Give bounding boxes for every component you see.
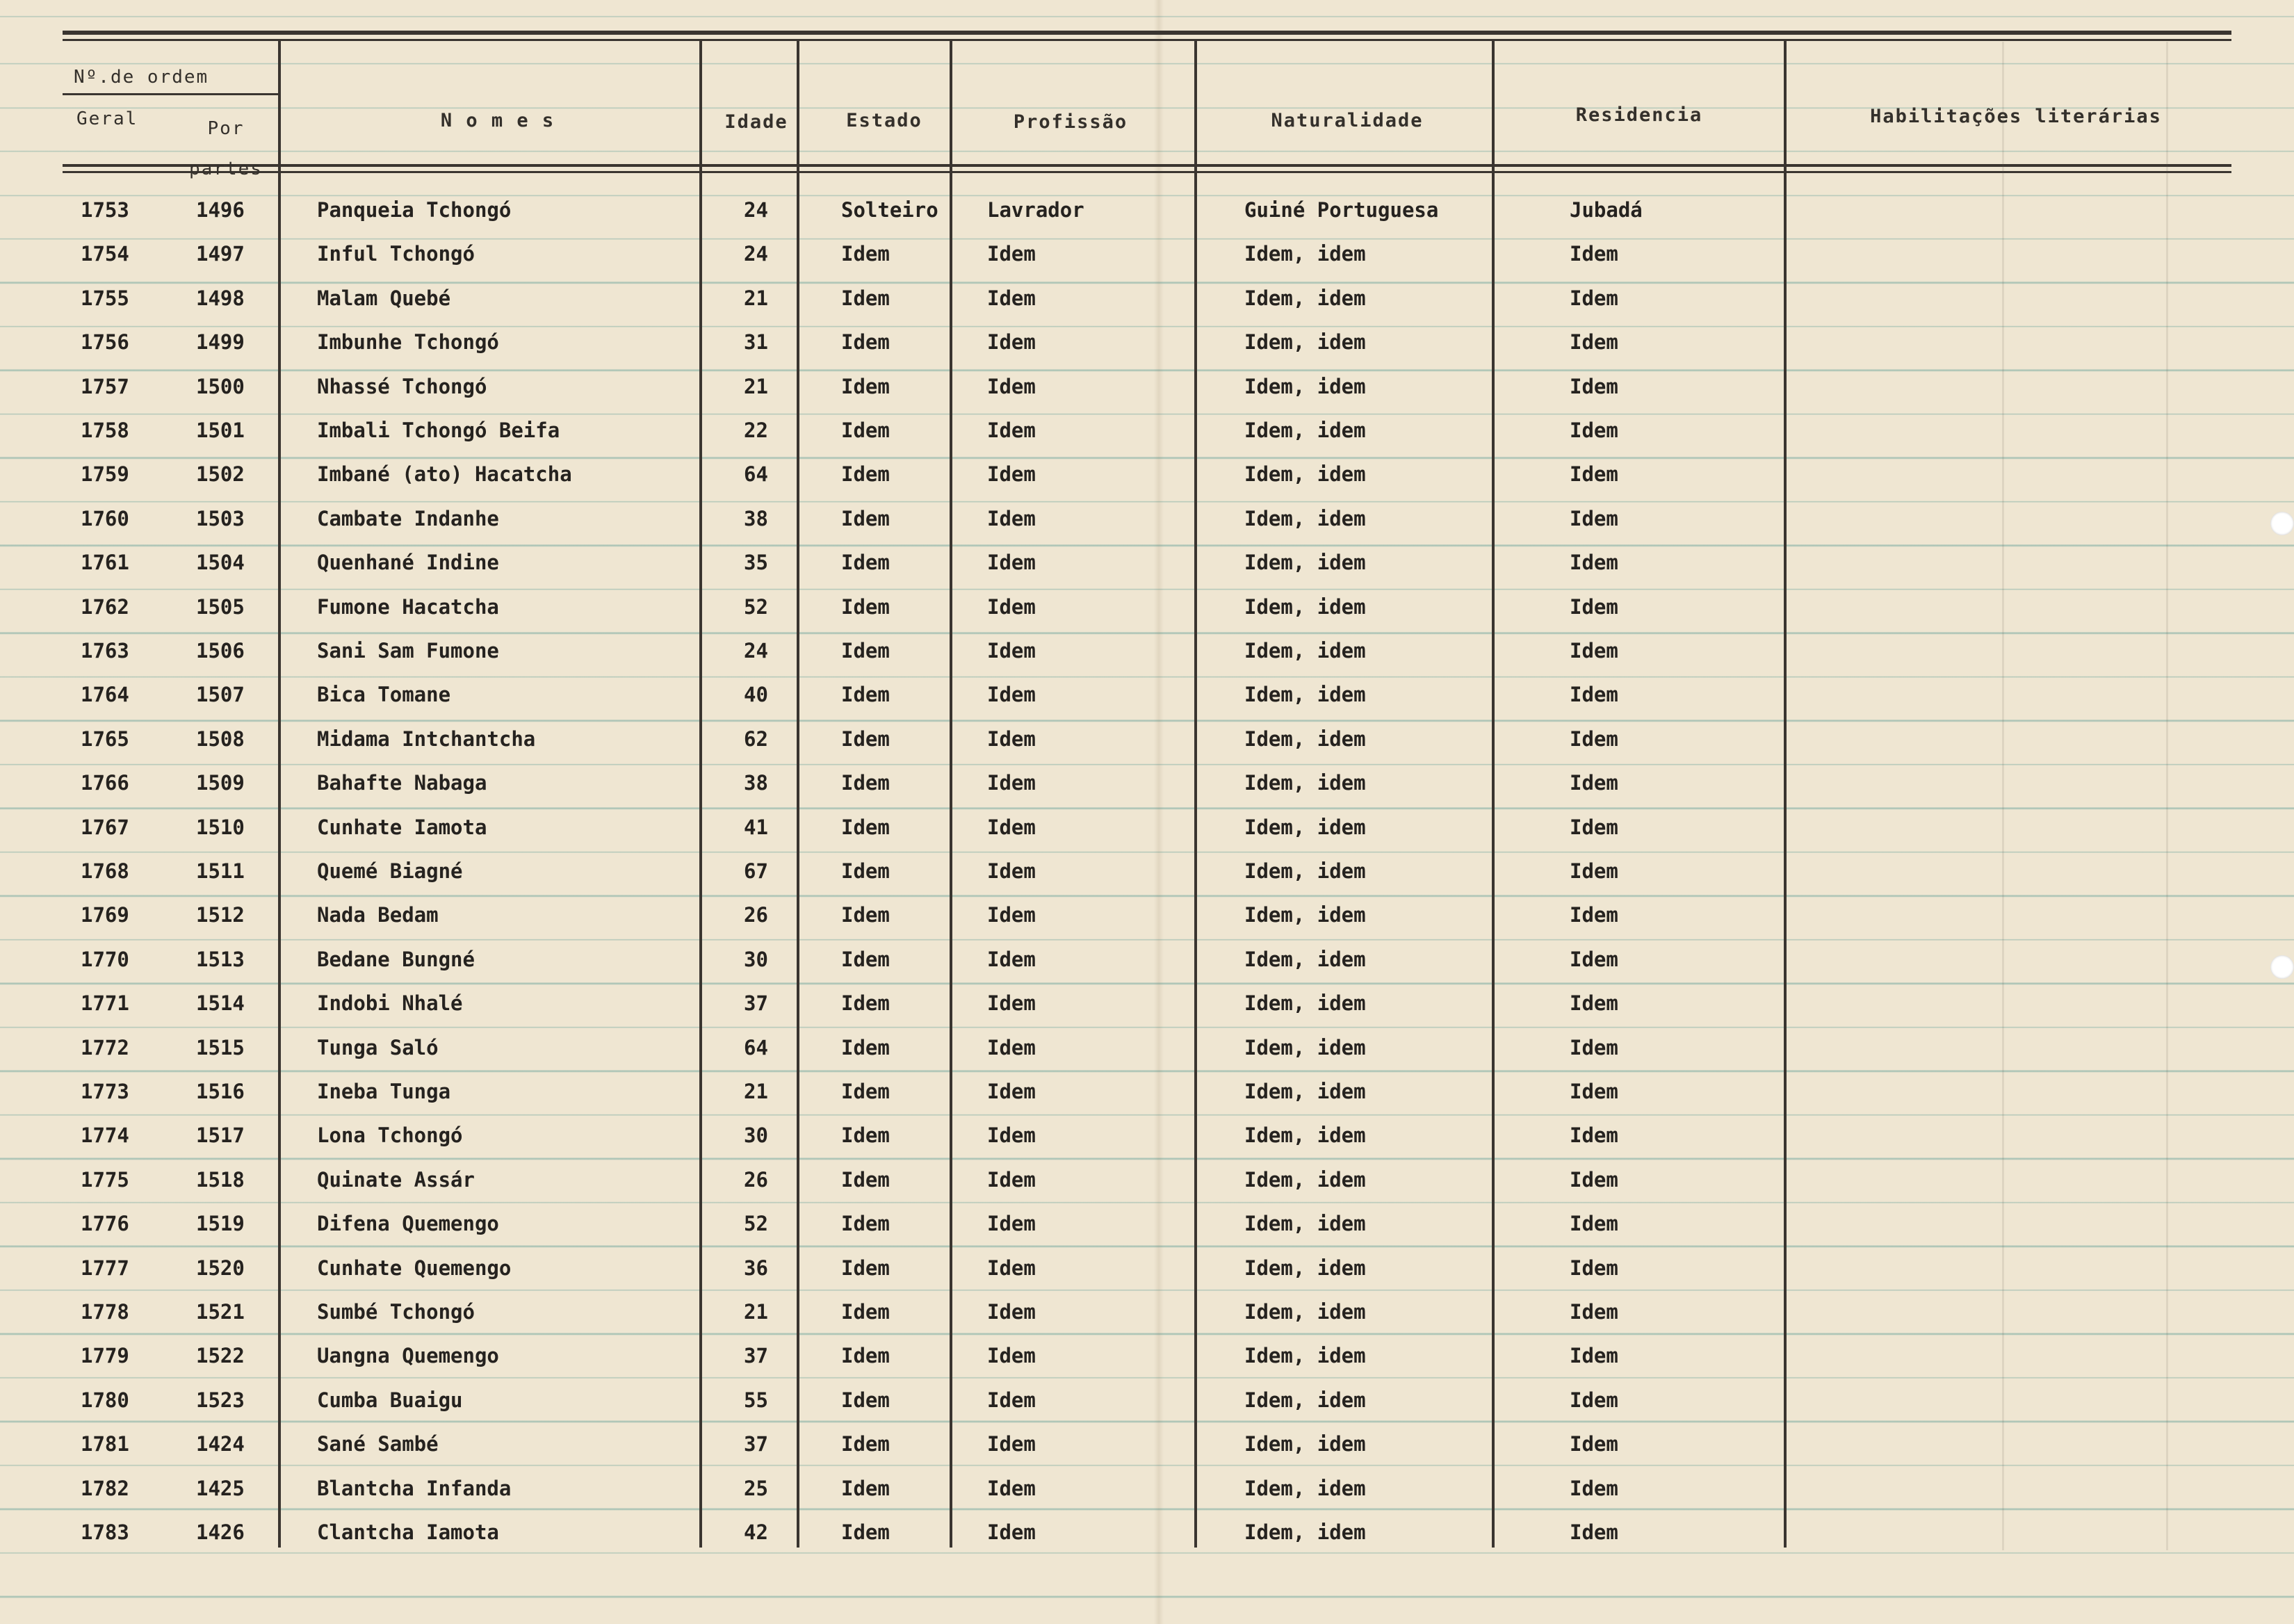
cell-profissao: Idem [987,1432,1036,1456]
header-residencia: Residencia [1575,104,1703,126]
cell-profissao: Idem [987,506,1036,530]
cell-estado: Idem [841,1520,890,1544]
cell-por-partes: 1512 [196,903,245,927]
cell-naturalidade: Idem, idem [1244,771,1366,795]
cell-profissao: Idem [987,1035,1036,1059]
cell-estado: Idem [841,1344,890,1368]
cell-idade: 21 [744,1300,768,1324]
cell-naturalidade: Guiné Portuguesa [1244,198,1439,222]
cell-estado: Idem [841,639,890,663]
cell-residencia: Jubadá [1570,198,1643,222]
cell-estado: Idem [841,1256,890,1280]
cell-naturalidade: Idem, idem [1244,506,1366,530]
table-row [0,893,2294,937]
cell-idade: 24 [744,198,768,222]
cell-nome: Quinate Assár [317,1167,475,1192]
cell-nome: Quenhané Indine [317,551,499,575]
table-row [0,364,2294,409]
cell-geral: 1754 [81,242,129,266]
cell-naturalidade: Idem, idem [1244,419,1366,442]
table-row [0,761,2294,805]
table-row [0,188,2294,232]
cell-naturalidade: Idem, idem [1244,815,1366,839]
cell-profissao: Idem [987,771,1036,795]
cell-naturalidade: Idem, idem [1244,1035,1366,1059]
cell-estado: Idem [841,286,890,310]
cell-profissao: Idem [987,1167,1036,1192]
cell-estado: Idem [841,683,890,707]
cell-estado: Solteiro [841,198,938,222]
cell-naturalidade: Idem, idem [1244,639,1366,663]
cell-residencia: Idem [1570,815,1618,839]
cell-geral: 1773 [81,1080,129,1103]
cell-nome: Lona Tchongó [317,1123,463,1148]
cell-residencia: Idem [1570,551,1618,575]
cell-estado: Idem [841,1080,890,1103]
cell-naturalidade: Idem, idem [1244,1520,1366,1544]
cell-idade: 31 [744,330,768,355]
cell-nome: Difena Quemengo [317,1212,499,1236]
cell-idade: 37 [744,1432,768,1456]
cell-por-partes: 1426 [196,1520,245,1544]
cell-idade: 52 [744,594,768,619]
cell-nome: Blantcha Infanda [317,1476,512,1500]
cell-geral: 1781 [81,1432,129,1456]
cell-geral: 1770 [81,947,129,971]
cell-geral: 1763 [81,639,129,663]
cell-residencia: Idem [1570,1432,1618,1456]
cell-residencia: Idem [1570,903,1618,927]
cell-nome: Sani Sam Fumone [317,639,499,663]
cell-por-partes: 1513 [196,947,245,971]
cell-geral: 1778 [81,1300,129,1324]
cell-idade: 26 [744,903,768,927]
cell-geral: 1780 [81,1388,129,1412]
table-row [0,1113,2294,1158]
cell-geral: 1761 [81,551,129,575]
cell-profissao: Idem [987,991,1036,1016]
cell-nome: Clantcha Iamota [317,1520,499,1544]
cell-geral: 1764 [81,683,129,707]
header-habilitacoes: Habilitações literárias [1870,106,2162,127]
cell-por-partes: 1424 [196,1432,245,1456]
cell-estado: Idem [841,419,890,442]
cell-idade: 24 [744,639,768,663]
cell-naturalidade: Idem, idem [1244,1388,1366,1412]
cell-por-partes: 1509 [196,771,245,795]
cell-naturalidade: Idem, idem [1244,947,1366,971]
cell-geral: 1771 [81,991,129,1016]
cell-residencia: Idem [1570,286,1618,310]
cell-idade: 21 [744,286,768,310]
header-n-ordem: Nº.de ordem [74,67,209,88]
cell-estado: Idem [841,594,890,619]
cell-por-partes: 1516 [196,1080,245,1103]
cell-estado: Idem [841,1035,890,1059]
table-row [0,408,2294,453]
cell-por-partes: 1511 [196,859,245,883]
header-rule [63,164,2231,167]
cell-residencia: Idem [1570,1167,1618,1192]
cell-nome: Cumba Buaigu [317,1388,463,1412]
cell-idade: 41 [744,815,768,839]
cell-nome: Cunhate Iamota [317,815,487,839]
cell-profissao: Idem [987,683,1036,707]
cell-profissao: Idem [987,1212,1036,1236]
cell-geral: 1766 [81,771,129,795]
table-row [0,232,2294,276]
cell-residencia: Idem [1570,506,1618,530]
cell-estado: Idem [841,815,890,839]
cell-nome: Nada Bedam [317,903,439,927]
cell-estado: Idem [841,947,890,971]
cell-profissao: Idem [987,903,1036,927]
table-row [0,672,2294,717]
header-profissao: Profissão [1013,111,1128,133]
cell-geral: 1776 [81,1212,129,1236]
cell-estado: Idem [841,1432,890,1456]
cell-por-partes: 1520 [196,1256,245,1280]
cell-geral: 1759 [81,462,129,487]
cell-profissao: Idem [987,859,1036,883]
cell-residencia: Idem [1570,1035,1618,1059]
cell-residencia: Idem [1570,991,1618,1016]
cell-geral: 1762 [81,594,129,619]
table-row [0,452,2294,496]
header-estado: Estado [846,110,922,131]
cell-nome: Fumone Hacatcha [317,594,499,619]
cell-idade: 62 [744,726,768,751]
cell-por-partes: 1508 [196,726,245,751]
cell-idade: 40 [744,683,768,707]
cell-naturalidade: Idem, idem [1244,1167,1366,1192]
cell-nome: Sumbé Tchongó [317,1300,475,1324]
cell-por-partes: 1502 [196,462,245,487]
cell-idade: 22 [744,419,768,442]
cell-por-partes: 1501 [196,419,245,442]
table-row [0,1378,2294,1422]
cell-por-partes: 1499 [196,330,245,355]
cell-nome: Imbané (ato) Hacatcha [317,462,572,487]
table-row [0,1510,2294,1554]
cell-idade: 35 [744,551,768,575]
cell-idade: 42 [744,1520,768,1544]
header-geral: Geral [76,108,138,129]
cell-nome: Bica Tomane [317,683,451,707]
cell-naturalidade: Idem, idem [1244,1476,1366,1500]
cell-geral: 1772 [81,1035,129,1059]
table-row [0,1246,2294,1290]
cell-nome: Indobi Nhalé [317,991,463,1016]
cell-nome: Uangna Quemengo [317,1344,499,1368]
cell-idade: 38 [744,771,768,795]
cell-por-partes: 1521 [196,1300,245,1324]
cell-idade: 21 [744,1080,768,1103]
cell-nome: Imbunhe Tchongó [317,330,499,355]
cell-por-partes: 1515 [196,1035,245,1059]
table-row [0,1290,2294,1334]
cell-geral: 1758 [81,419,129,442]
cell-residencia: Idem [1570,1212,1618,1236]
cell-nome: Cunhate Quemengo [317,1256,512,1280]
cell-naturalidade: Idem, idem [1244,683,1366,707]
header-por-partes: Por partes [189,118,263,179]
cell-nome: Inful Tchongó [317,242,475,266]
header-rule-secondary [63,171,2231,173]
cell-naturalidade: Idem, idem [1244,859,1366,883]
cell-profissao: Idem [987,1123,1036,1148]
header-naturalidade: Naturalidade [1271,110,1424,131]
binder-hole [2270,955,2294,979]
cell-residencia: Idem [1570,726,1618,751]
cell-por-partes: 1523 [196,1388,245,1412]
cell-por-partes: 1507 [196,683,245,707]
cell-estado: Idem [841,462,890,487]
cell-residencia: Idem [1570,594,1618,619]
table-row [0,849,2294,893]
cell-profissao: Idem [987,462,1036,487]
top-rule-secondary [63,39,2231,41]
cell-por-partes: 1504 [196,551,245,575]
cell-geral: 1767 [81,815,129,839]
cell-geral: 1775 [81,1167,129,1192]
cell-por-partes: 1498 [196,286,245,310]
cell-estado: Idem [841,1476,890,1500]
cell-residencia: Idem [1570,1123,1618,1148]
cell-estado: Idem [841,1212,890,1236]
cell-estado: Idem [841,1300,890,1324]
cell-profissao: Idem [987,419,1036,442]
cell-geral: 1765 [81,726,129,751]
cell-nome: Panqueia Tchongó [317,198,512,222]
cell-profissao: Idem [987,374,1036,398]
cell-residencia: Idem [1570,771,1618,795]
cell-profissao: Idem [987,726,1036,751]
cell-geral: 1774 [81,1123,129,1148]
cell-naturalidade: Idem, idem [1244,726,1366,751]
cell-idade: 67 [744,859,768,883]
cell-idade: 52 [744,1212,768,1236]
cell-profissao: Idem [987,594,1036,619]
cell-idade: 64 [744,1035,768,1059]
table-row [0,276,2294,320]
cell-profissao: Idem [987,551,1036,575]
header-nomes: N o m e s [440,110,555,131]
cell-naturalidade: Idem, idem [1244,1123,1366,1148]
cell-naturalidade: Idem, idem [1244,1344,1366,1368]
table-row [0,585,2294,629]
cell-estado: Idem [841,330,890,355]
cell-nome: Bahafte Nabaga [317,771,487,795]
cell-naturalidade: Idem, idem [1244,1256,1366,1280]
cell-estado: Idem [841,859,890,883]
cell-naturalidade: Idem, idem [1244,462,1366,487]
cell-profissao: Idem [987,1256,1036,1280]
cell-nome: Bedane Bungné [317,947,475,971]
cell-profissao: Idem [987,242,1036,266]
table-row [0,540,2294,585]
cell-estado: Idem [841,1123,890,1148]
table-row [0,981,2294,1025]
cell-residencia: Idem [1570,462,1618,487]
cell-profissao: Idem [987,286,1036,310]
cell-residencia: Idem [1570,1344,1618,1368]
cell-profissao: Lavrador [987,198,1084,222]
table-row [0,937,2294,982]
table-row [0,1025,2294,1070]
cell-naturalidade: Idem, idem [1244,286,1366,310]
cell-geral: 1768 [81,859,129,883]
cell-por-partes: 1425 [196,1476,245,1500]
cell-profissao: Idem [987,1520,1036,1544]
cell-profissao: Idem [987,1300,1036,1324]
cell-por-partes: 1522 [196,1344,245,1368]
cell-idade: 24 [744,242,768,266]
cell-por-partes: 1514 [196,991,245,1016]
cell-residencia: Idem [1570,683,1618,707]
cell-profissao: Idem [987,1080,1036,1103]
cell-idade: 38 [744,506,768,530]
cell-por-partes: 1519 [196,1212,245,1236]
cell-naturalidade: Idem, idem [1244,1080,1366,1103]
cell-idade: 37 [744,1344,768,1368]
cell-nome: Quemé Biagné [317,859,463,883]
cell-residencia: Idem [1570,1388,1618,1412]
cell-idade: 25 [744,1476,768,1500]
cell-por-partes: 1510 [196,815,245,839]
table-row [0,1158,2294,1202]
cell-geral: 1755 [81,286,129,310]
cell-profissao: Idem [987,815,1036,839]
cell-profissao: Idem [987,1476,1036,1500]
table-row [0,320,2294,364]
cell-naturalidade: Idem, idem [1244,242,1366,266]
table-row [0,1466,2294,1511]
cell-naturalidade: Idem, idem [1244,1212,1366,1236]
cell-geral: 1777 [81,1256,129,1280]
cell-geral: 1760 [81,506,129,530]
cell-geral: 1779 [81,1344,129,1368]
cell-naturalidade: Idem, idem [1244,1300,1366,1324]
cell-residencia: Idem [1570,330,1618,355]
cell-idade: 36 [744,1256,768,1280]
cell-idade: 30 [744,947,768,971]
cell-estado: Idem [841,1167,890,1192]
cell-por-partes: 1517 [196,1123,245,1148]
cell-residencia: Idem [1570,242,1618,266]
cell-profissao: Idem [987,947,1036,971]
table-row [0,1333,2294,1378]
cell-nome: Cambate Indanhe [317,506,499,530]
cell-profissao: Idem [987,1388,1036,1412]
cell-idade: 30 [744,1123,768,1148]
cell-profissao: Idem [987,330,1036,355]
cell-residencia: Idem [1570,1476,1618,1500]
cell-residencia: Idem [1570,1300,1618,1324]
cell-naturalidade: Idem, idem [1244,330,1366,355]
cell-estado: Idem [841,551,890,575]
cell-nome: Ineba Tunga [317,1080,451,1103]
cell-naturalidade: Idem, idem [1244,991,1366,1016]
cell-estado: Idem [841,903,890,927]
cell-profissao: Idem [987,1344,1036,1368]
table-row [0,1422,2294,1466]
cell-residencia: Idem [1570,947,1618,971]
table-row [0,1201,2294,1246]
cell-residencia: Idem [1570,1256,1618,1280]
cell-nome: Sané Sambé [317,1432,439,1456]
binder-hole [2270,512,2294,535]
cell-estado: Idem [841,374,890,398]
cell-por-partes: 1500 [196,374,245,398]
table-row [0,496,2294,541]
cell-estado: Idem [841,1388,890,1412]
table-row [0,717,2294,761]
cell-idade: 64 [744,462,768,487]
header-idade: Idade [724,111,788,133]
table-row [0,628,2294,673]
cell-residencia: Idem [1570,639,1618,663]
cell-profissao: Idem [987,639,1036,663]
cell-residencia: Idem [1570,859,1618,883]
cell-naturalidade: Idem, idem [1244,374,1366,398]
cell-geral: 1756 [81,330,129,355]
cell-naturalidade: Idem, idem [1244,1432,1366,1456]
cell-geral: 1769 [81,903,129,927]
ordem-rule [63,93,278,95]
cell-residencia: Idem [1570,1080,1618,1103]
cell-idade: 37 [744,991,768,1016]
cell-estado: Idem [841,991,890,1016]
cell-por-partes: 1503 [196,506,245,530]
cell-geral: 1782 [81,1476,129,1500]
cell-geral: 1783 [81,1520,129,1544]
cell-residencia: Idem [1570,374,1618,398]
cell-idade: 26 [744,1167,768,1192]
cell-nome: Imbali Tchongó Beifa [317,419,560,442]
cell-nome: Midama Intchantcha [317,726,536,751]
top-rule [63,31,2231,35]
cell-geral: 1757 [81,374,129,398]
cell-residencia: Idem [1570,1520,1618,1544]
cell-idade: 21 [744,374,768,398]
cell-por-partes: 1505 [196,594,245,619]
cell-nome: Nhassé Tchongó [317,374,487,398]
cell-por-partes: 1496 [196,198,245,222]
cell-naturalidade: Idem, idem [1244,903,1366,927]
cell-por-partes: 1497 [196,242,245,266]
cell-residencia: Idem [1570,419,1618,442]
cell-idade: 55 [744,1388,768,1412]
cell-geral: 1753 [81,198,129,222]
cell-estado: Idem [841,242,890,266]
cell-por-partes: 1506 [196,639,245,663]
cell-por-partes: 1518 [196,1167,245,1192]
cell-estado: Idem [841,506,890,530]
table-row [0,1069,2294,1114]
cell-estado: Idem [841,726,890,751]
table-row [0,805,2294,850]
cell-nome: Tunga Saló [317,1035,439,1059]
cell-estado: Idem [841,771,890,795]
cell-naturalidade: Idem, idem [1244,551,1366,575]
cell-nome: Malam Quebé [317,286,451,310]
cell-naturalidade: Idem, idem [1244,594,1366,619]
